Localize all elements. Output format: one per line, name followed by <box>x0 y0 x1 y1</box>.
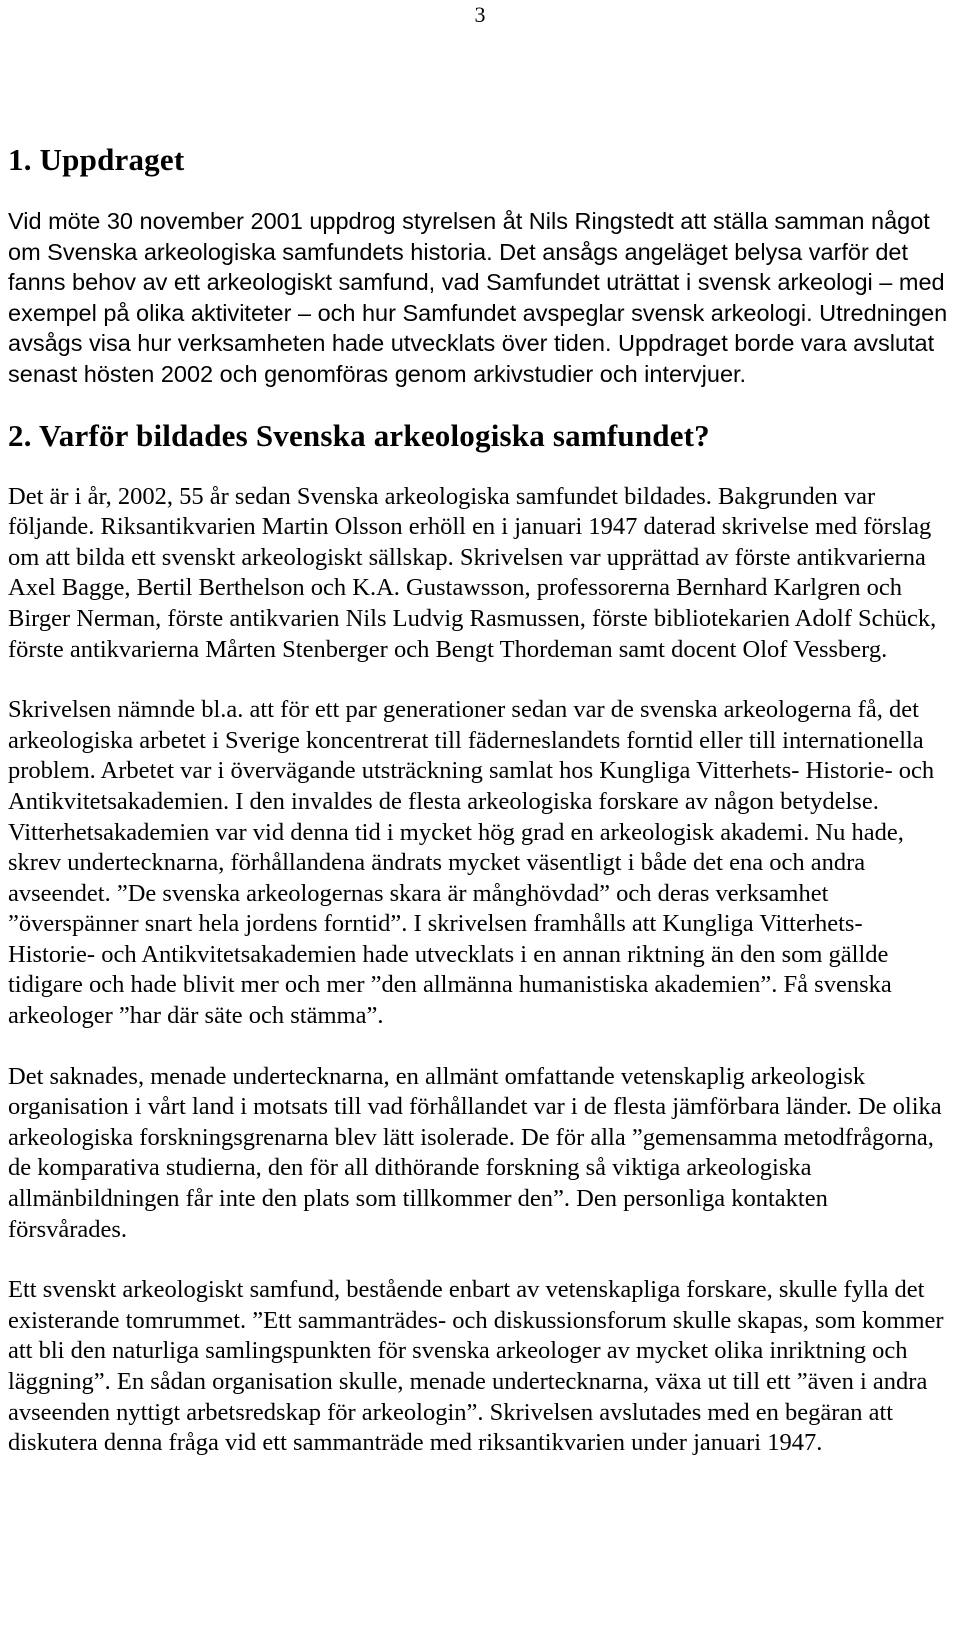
section-2-paragraph-1-rest: Riksantikvarien Martin Olsson erhöll en i januari 1947 daterad skrivelse med förslag om att bilda ett svenskt arkeologiskt sällskap. Skrivelsen var upprättad av förste antikvarierna Axel Bagge, Bertil Berthelson och K.A. Gustawsson, professorerna Bernhard Karlgren och Birger Nerman, förste antikvarien Nils Ludvig Rasmussen, förste bibliotekarien Adolf Schück, förste antikvarierna Mårten Stenberger och Bengt Thordeman samt docent Olof Vessberg. <box>8 513 937 663</box>
section-2-heading: 2. Varför bildades Svenska arkeologiska samfundet? <box>8 417 710 453</box>
section-2-paragraph-4: Ett svenskt arkeologiskt samfund, bestående enbart av vetenskapliga forskare, skulle fylla det existerande tomrummet. ”Ett sammanträdes- och diskussionsforum skulle skapas, som kommer att bli den naturliga samlingspunkten för svenska arkeologer av mycket olika inriktning och läggning”. En sådan organisation skulle, menade undertecknarna, växa ut till ett ”även i andra avseenden nyttigt arbetsredskap för arkeologin”. Skrivelsen avslutades med en begäran att diskutera denna fråga vid ett sammanträde med riksantikvarien under januari 1947. <box>8 1276 944 1457</box>
section-2-paragraph-1 <box>8 482 948 666</box>
section-1-paragraph: Vid möte 30 november 2001 uppdrog styrelsen åt Nils Ringstedt att ställa samman något om Svenska arkeologiska samfundets historia. Det ansågs angeläget belysa varför det fanns behov av ett arkeologiskt samfund, vad Samfundet uträttat i svensk arkeologi – med exempel på olika aktiviteter – och hur Samfundet avspeglar svensk arkeologi. Utredningen avsågs visa hur verksamheten hade utvecklats över tiden. Uppdraget borde vara avslutat senast hösten 2002 och genomföras genom arkivstudier och intervjuer. <box>8 208 948 387</box>
page-number: 3 <box>474 2 486 27</box>
section-2-paragraph-2: Skrivelsen nämnde bl.a. att för ett par generationer sedan var de svenska arkeologerna få, det arkeologiska arbetet i Sverige koncentrerat till fäderneslandets forntid eller till internationella problem. Arbetet var i övervägande utsträckning samlat hos Kungliga Vitterhets- Historie- och Antikvitetsakademien. I den invaldes de flesta arkeologiska forskare av någon betydelse. Vitterhetsakademien var vid denna tid i mycket hög grad en arkeologisk akademi. Nu hade, skrev undertecknarna, förhållandena ändrats mycket väsentligt i både det ena och andra avseendet. ”De svenska arkeologernas skara är månghövdad” och deras verksamhet ”överspänner snart hela jordens forntid”. I skrivelsen framhålls att Kungliga Vitterhets- Historie- och Antikvitetsakademien hade utvecklats i en annan riktning än den som gällde tidigare och hade blivit mer och mer ”den allmänna humanistiska akademien”. Få svenska arkeologer ”har där säte och stämma”. <box>8 696 935 1030</box>
section-2-paragraph-1-sentence: Det är i år, 2002, 55 år sedan Svenska arkeologiska samfundet bildades. Bakgrunden var följande. <box>8 482 876 541</box>
page-content <box>8 140 948 1459</box>
section-1-heading: 1. Uppdraget <box>8 142 185 177</box>
section-2-paragraph-3: Det saknades, menade undertecknarna, en allmänt omfattande vetenskaplig arkeologisk organisation i vårt land i motsats till vad förhållandet var i de flesta jämförbara länder. De olika arkeologiska forskningsgrenarna blev lätt isolerade. De för alla ”gemensamma metodfrågorna, de komparativa studierna, den för all dithörande forskning så viktiga arkeologiska allmänbildningen får inte den plats som tillkommer den”. Den personliga kontakten försvårades. <box>8 1062 942 1243</box>
